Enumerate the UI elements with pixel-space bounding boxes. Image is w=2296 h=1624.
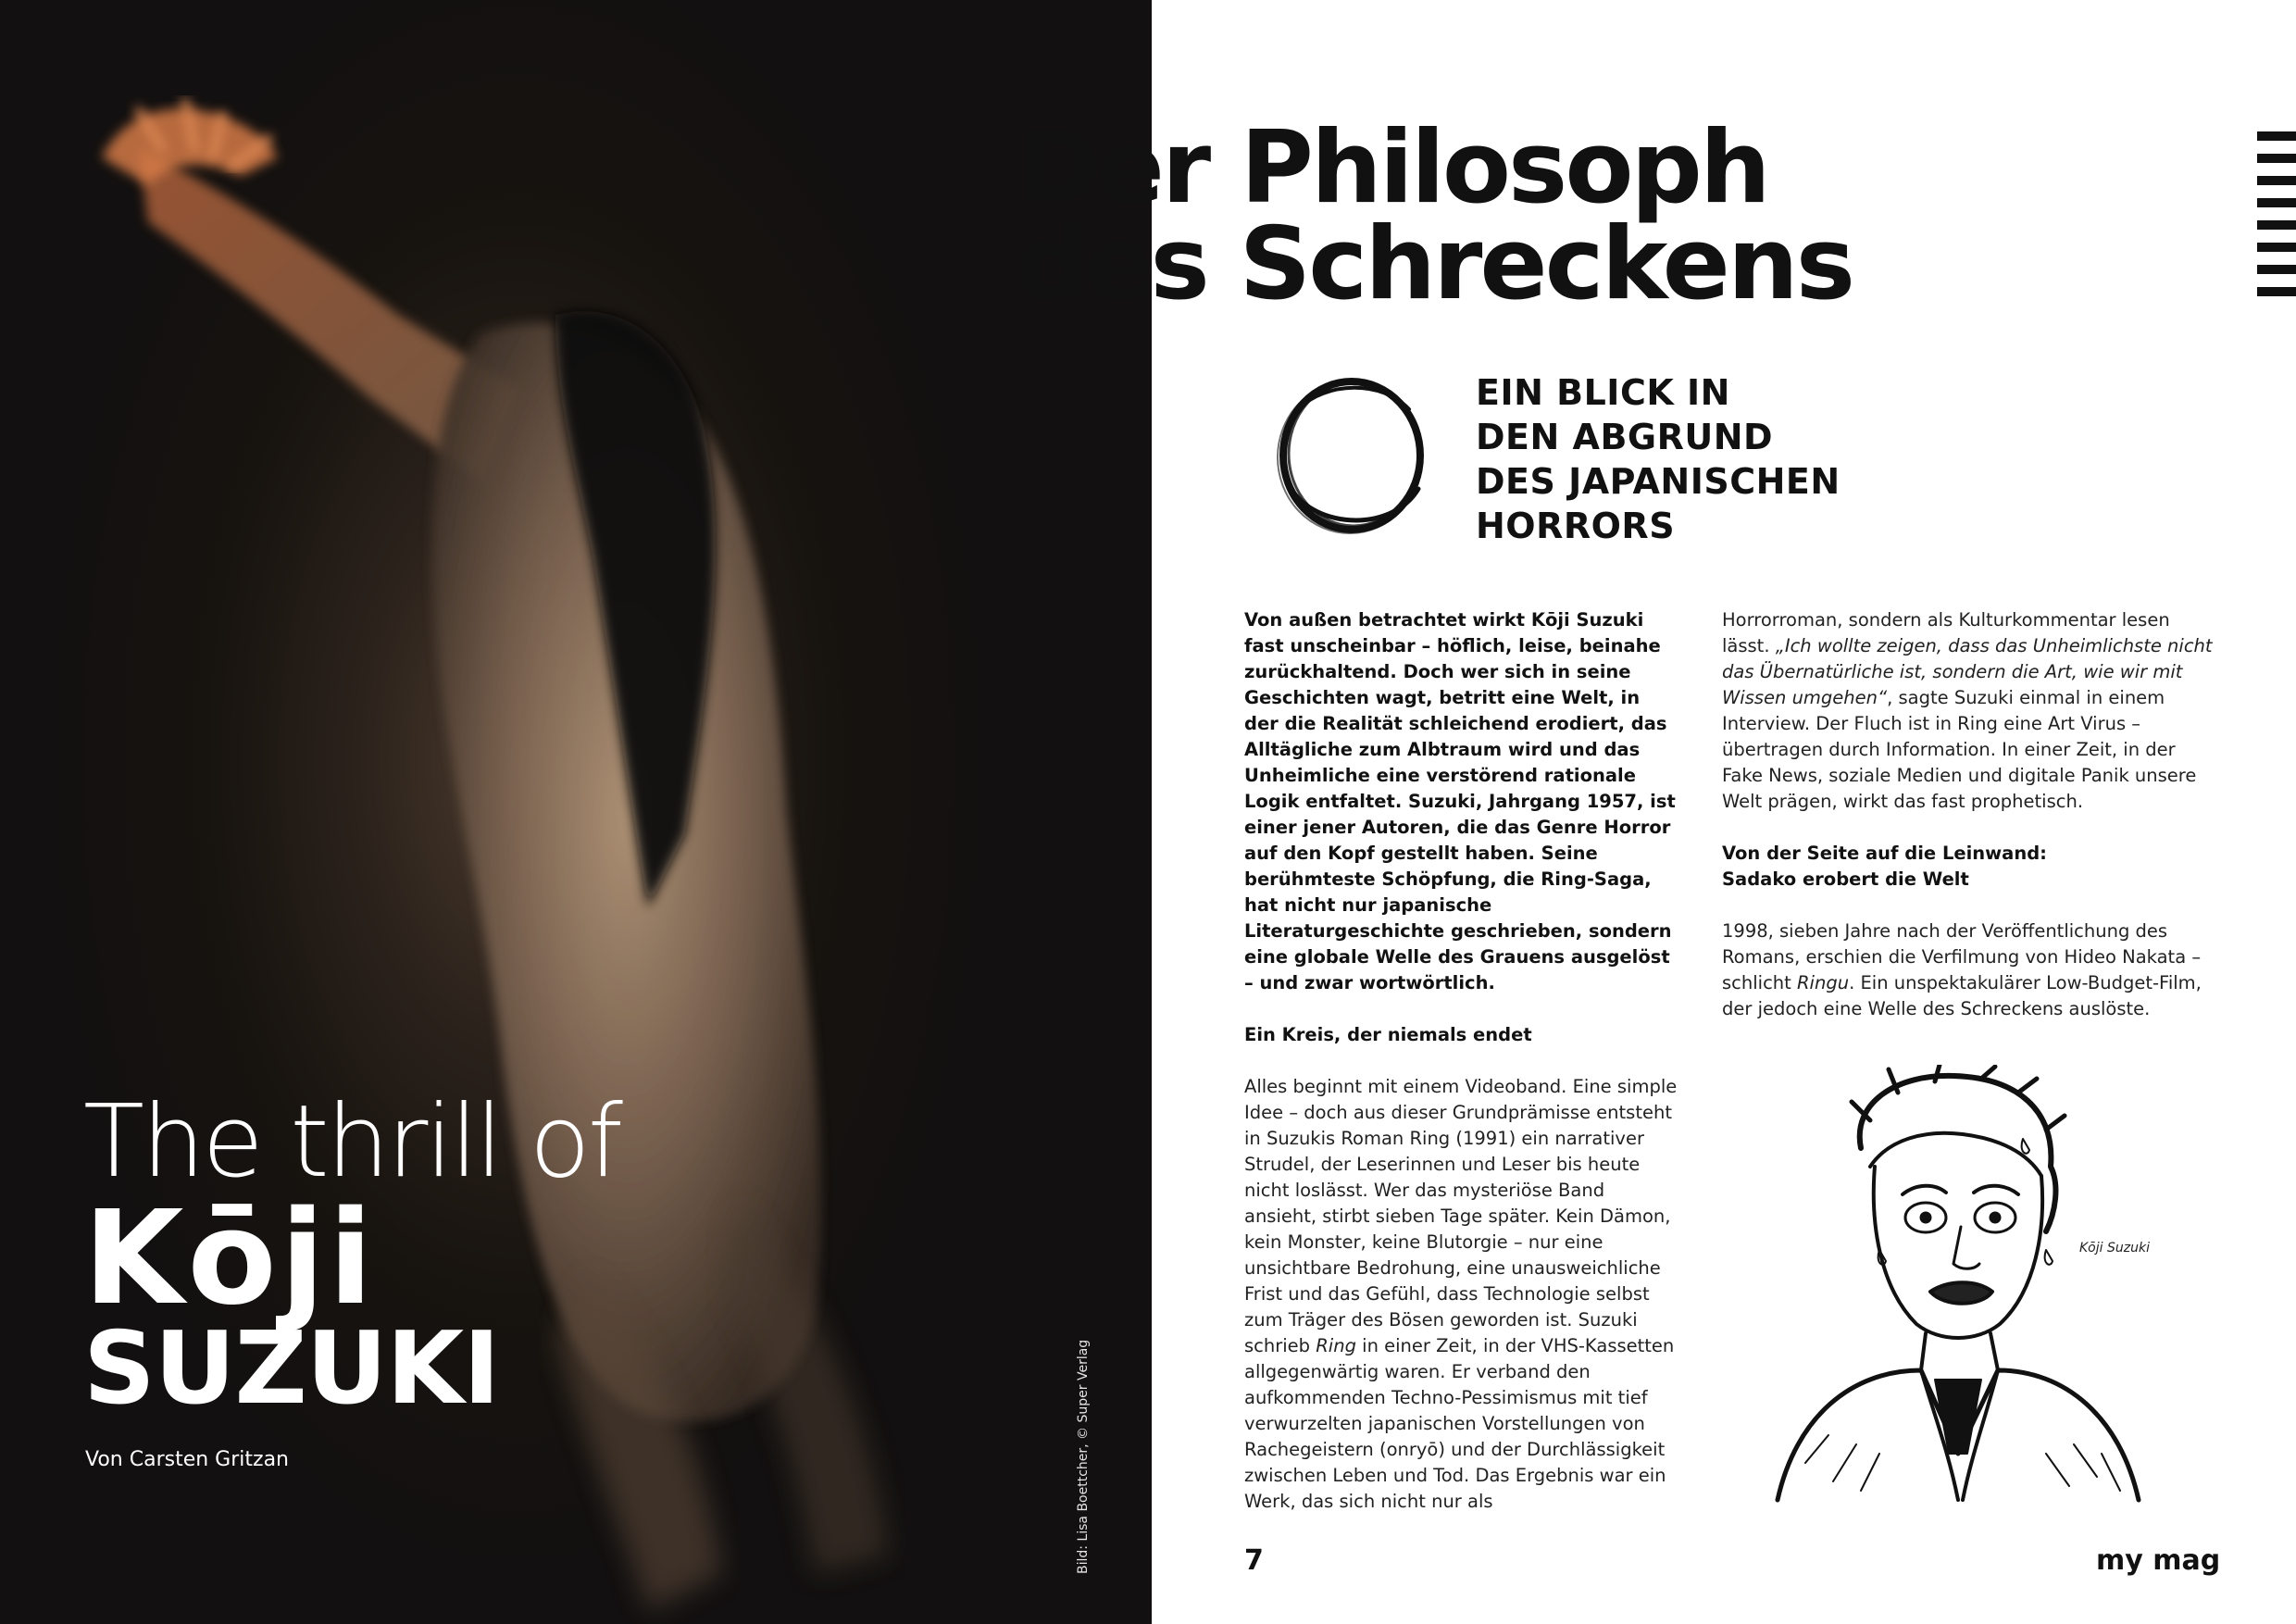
quote: „Ich wollte zeigen, dass das Unheimlichste nicht das Übernatürliche ist, sondern die Art, wie wir mit Wissen umgehen“: [1722, 635, 2213, 708]
subheading: Ein Kreis, der niemals endet: [1244, 1024, 1532, 1045]
title-line1: Der Philosoph: [1017, 110, 1768, 226]
brand-name: my mag: [2096, 1544, 2221, 1577]
subheading-line: Sadako erobert die Welt: [1722, 868, 1969, 890]
body-paragraph: [1244, 1074, 1679, 1515]
enso-circle-icon: [1270, 372, 1433, 539]
title-line2: des Schreckens: [1017, 206, 1853, 322]
byline: Von Carsten Gritzan: [85, 1448, 289, 1471]
headline-line2: Kōji: [83, 1183, 377, 1334]
photo-credit: Bild: Lisa Boettcher, © Super Verlag: [1076, 1339, 1091, 1574]
stripes-decoration: [2257, 131, 2296, 309]
headline-line1: The thrill of: [83, 1084, 620, 1200]
body-paragraph: [1722, 607, 2213, 815]
intro-paragraph: Von außen betrachtet wirkt Kōji Suzuki fast unscheinbar – höflich, leise, beinahe zurückhaltend. Doch wer sich in seine Geschichten wagt, betritt eine Welt, in der die Realität schleichend erodiert, das Alltägliche zum Albtraum wird und das Unheimliche eine verstörend rationale Logik entfaltet. Suzuki, Jahrgang 1957, ist einer jener Autoren, die das Genre Horror auf den Kopf gestellt haben. Seine berühmteste Schöpfung, die Ring-Saga, hat nicht nur japanische Literaturgeschichte geschrieben, sondern eine globale Welle des Grauens ausgelöst – und zwar wortwörtlich.: [1244, 609, 1676, 993]
body-text: in einer Zeit, in der VHS-Kassetten allgegenwärtig waren. Er verband den aufkommenden Techno-Pessimismus mit tief verwurzelten japanischen Vorstellungen von Rachegeistern (onryō) und der Durchlässigkeit zwischen Leben und Tod. Das Ergebnis war ein Werk, das sich nicht nur als: [1244, 1335, 1675, 1512]
body-paragraph: [1722, 918, 2213, 1022]
portrait-illustration: [1741, 1065, 2176, 1509]
kicker-line: HORRORS: [1476, 506, 1676, 546]
subheading: [1722, 841, 2213, 893]
body-text: 1998, sieben Jahre nach der Veröffentlichung des Romans, erschien die Verfilmung von Hideo Nakata – schlicht: [1722, 920, 2202, 993]
page-number: 7: [1244, 1544, 1264, 1577]
body-text: Horrorroman, sondern als Kulturkommentar lesen lässt.: [1722, 609, 2170, 656]
text-column-2: [1722, 607, 2213, 1022]
body-emphasis: Ring: [1316, 1335, 1356, 1356]
kicker: [1476, 370, 1841, 548]
body-text: Alles beginnt mit einem Videoband. Eine simple Idee – doch aus dieser Grundprämisse entsteht in Suzukis Roman Ring (1991) ein narrativer Strudel, der Leserinnen und Leser bis heute nicht loslässt. Wer das mysteriöse Band ansieht, stirbt sieben Tage später. Kein Dämon, kein Monster, keine Blutorgie – nur eine unsichtbare Bedrohung, eine unausweichliche Frist und das Gefühl, dass Technologie selbst zum Träger des Bösen geworden ist. Suzuki schrieb: [1244, 1076, 1678, 1356]
body-text: , sagte Suzuki einmal in einem Interview. Der Fluch ist in Ring eine Art Virus – übertragen durch Information. In einer Zeit, in der Fake News, soziale Medien und digitale Panik unsere Welt prägen, wirkt das fast prophetisch.: [1722, 687, 2197, 812]
body-text: . Ein unspektakulärer Low-Budget-Film, der jedoch eine Welle des Schreckens auslöste.: [1722, 972, 2202, 1019]
kicker-line: DEN ABGRUND: [1476, 417, 1774, 457]
portrait-label: Kōji Suzuki: [2079, 1241, 2150, 1255]
text-column-1: [1244, 607, 1679, 1515]
subheading-line: Von der Seite auf die Leinwand:: [1722, 843, 2047, 864]
body-emphasis: Ringu: [1797, 972, 1850, 993]
kicker-line: DES JAPANISCHEN: [1476, 461, 1841, 502]
headline-line3: SUZUKI: [83, 1311, 500, 1427]
kicker-line: EIN BLICK IN: [1476, 372, 1730, 413]
